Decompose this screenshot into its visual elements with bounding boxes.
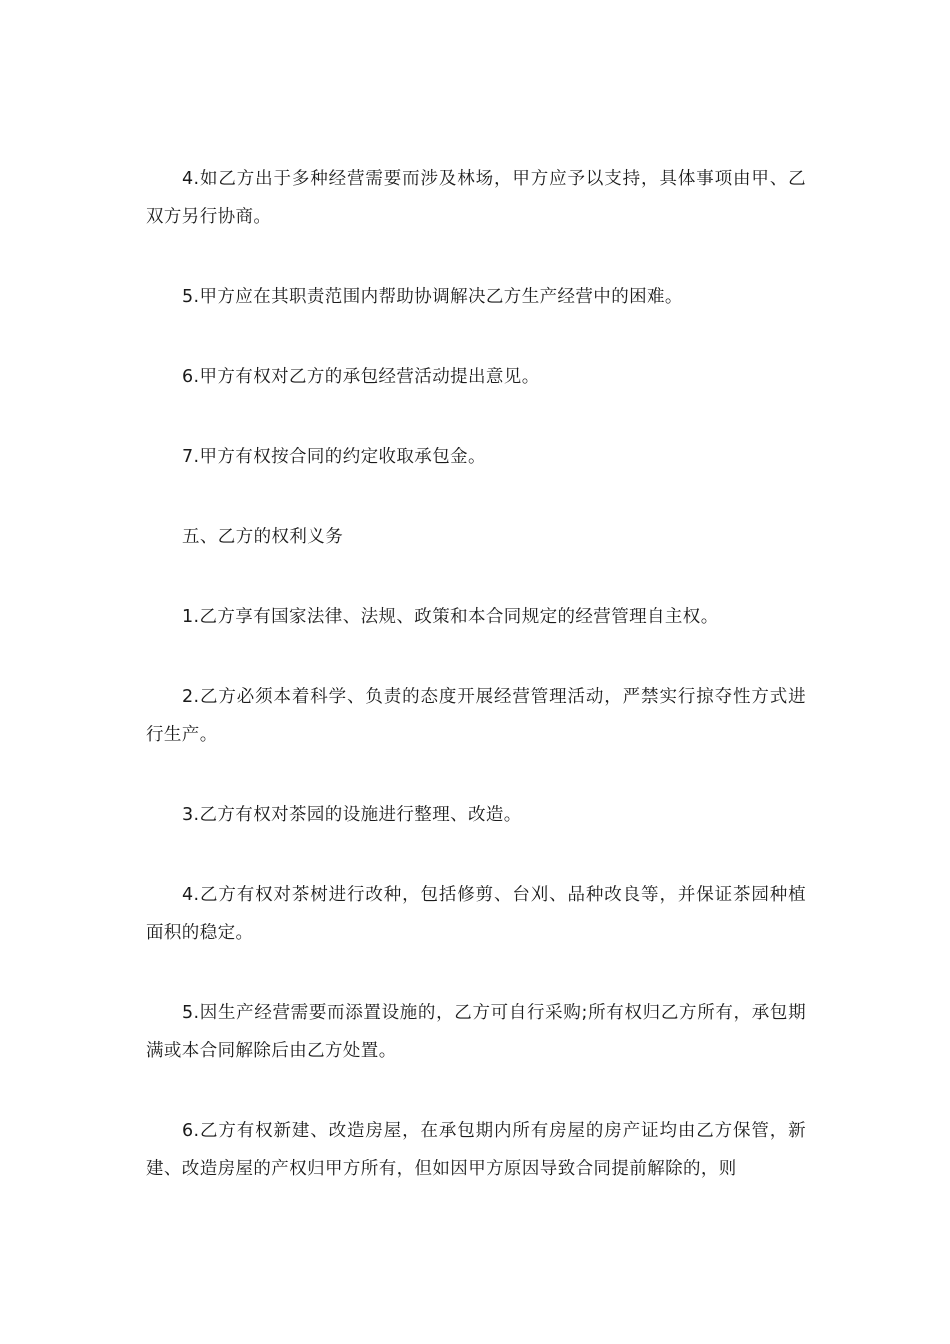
paragraph-party-b-2: 2.乙方必须本着科学、负责的态度开展经营管理活动，严禁实行掠夺性方式进行生产。 bbox=[146, 687, 806, 745]
paragraph-party-b-4: 4.乙方有权对茶树进行改种，包括修剪、台刈、品种改良等，并保证茶园种植面积的稳定。 bbox=[146, 885, 806, 943]
paragraph-party-a-7: 7.甲方有权按合同的约定收取承包金。 bbox=[182, 447, 486, 467]
paragraph-party-a-6: 6.甲方有权对乙方的承包经营活动提出意见。 bbox=[182, 367, 540, 387]
paragraph-party-a-5: 5.甲方应在其职责范围内帮助协调解决乙方生产经营中的困难。 bbox=[182, 287, 683, 307]
paragraph-party-b-3: 3.乙方有权对茶园的设施进行整理、改造。 bbox=[182, 805, 522, 825]
paragraph-party-b-1: 1.乙方享有国家法律、法规、政策和本合同规定的经营管理自主权。 bbox=[182, 607, 719, 627]
paragraph-party-b-6: 6.乙方有权新建、改造房屋，在承包期内所有房屋的房产证均由乙方保管，新建、改造房屋的产权归甲方所有，但如因甲方原因导致合同提前解除的，则 bbox=[146, 1121, 806, 1179]
paragraph-party-a-4: 4.如乙方出于多种经营需要而涉及林场，甲方应予以支持，具体事项由甲、乙双方另行协商。 bbox=[146, 169, 806, 227]
document-body bbox=[146, 160, 806, 1230]
section-heading-party-b: 五、乙方的权利义务 bbox=[182, 527, 344, 547]
paragraph-party-b-5: 5.因生产经营需要而添置设施的，乙方可自行采购;所有权归乙方所有，承包期满或本合同解除后由乙方处置。 bbox=[146, 1003, 806, 1061]
